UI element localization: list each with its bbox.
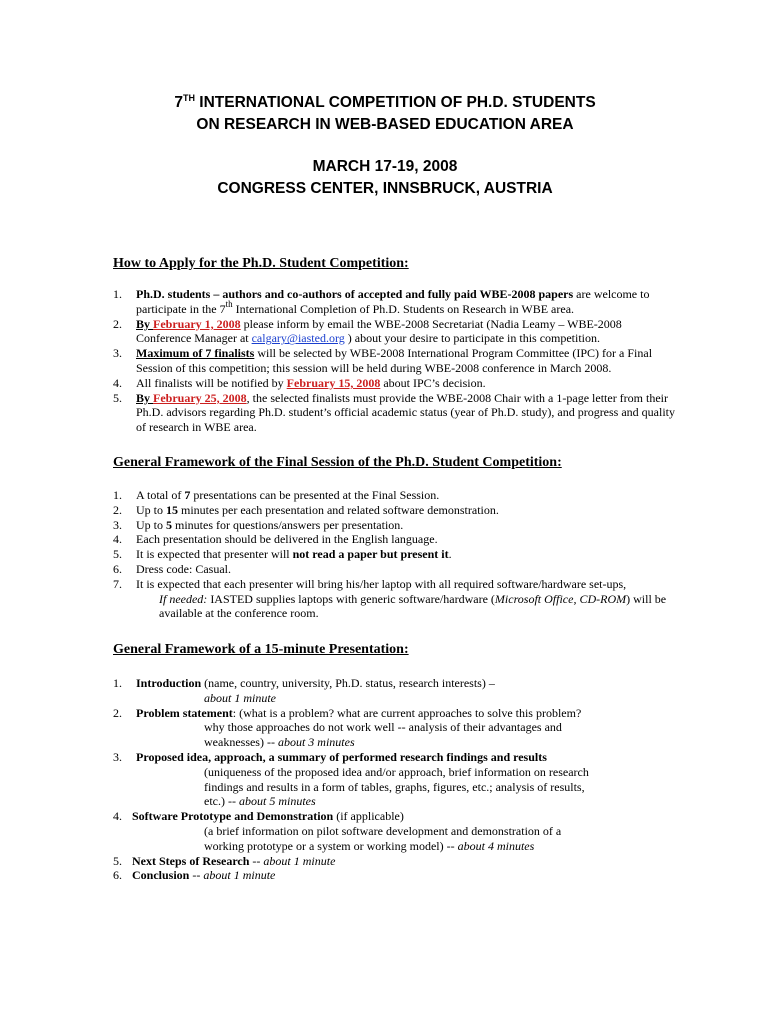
list-item: 1. Ph.D. students – authors and co-authors of accepted and fully paid WBE-2008 papers are welcome to participate in the 7th International Completion of Ph.D. Students on Research in WBE area. (113, 287, 650, 316)
list-item: 4. Each presentation should be delivered in the English language. (113, 532, 438, 547)
list-item: 1. A total of 7 presentations can be presented at the Final Session. (113, 488, 440, 502)
event-info (0, 156, 770, 200)
list-item: 6. Conclusion -- about 1 minute (113, 868, 276, 883)
list-item: 1. Introduction (name, country, university, Ph.D. status, research interests) – about 1 minute (113, 676, 495, 705)
list-item: 5. Next Steps of Research -- about 1 minute (113, 853, 336, 868)
deadline-date: February 25, 2008 (153, 390, 247, 405)
list-item: 3. Proposed idea, approach, a summary of performed research findings and results (uniqueness of the proposed idea and/or approach, brief information on research findings and results in a form of tables, graphs, figures, etc.; analysis of results, etc.) -- about 5 minutes (113, 749, 589, 809)
deadline-date: February 15, 2008 (286, 375, 381, 390)
apply-list (113, 287, 713, 435)
list-item: 2. Problem statement: (what is a problem? what are current approaches to solve this problem? why those approaches do not work well -- analysis of their advantages and weaknesses) -- about 3 minutes (113, 705, 582, 750)
list-item: 3. Up to 5 minutes for questions/answers per presentation. (113, 517, 404, 532)
deadline-date: February 1, 2008 (153, 316, 241, 331)
email-link[interactable]: calgary@iasted.org (251, 331, 345, 346)
list-item: 7. It is expected that each presenter will bring his/her laptop with all required software/hardware set-ups, If needed: IASTED supplies laptops with generic software/hardware (Microsoft Office, CD-ROM) will be available at the conference room. (113, 576, 667, 621)
list-item: 4. All finalists will be notified by February 15, 2008 about IPC’s decision. (113, 375, 486, 390)
list-item: 3. Maximum of 7 finalists will be selected by WBE-2008 International Program Committee (IPC) for a Final Session of this competition; this session will be held during WBE-2008 conference in March 2008. (113, 346, 653, 375)
apply-heading: How to Apply for the Ph.D. Student Competition: (113, 256, 409, 271)
title-line-2: ON RESEARCH IN WEB-BASED EDUCATION AREA (196, 116, 574, 133)
list-item: 6. Dress code: Casual. (113, 561, 231, 576)
list-item: 4. Software Prototype and Demonstration (if applicable) (a brief information on pilot software development and demonstration of a working prototype or a system or working model) -- about 4 minutes (113, 809, 562, 853)
list-item: 2. By February 1, 2008 please inform by email the WBE-2008 Secretariat (Nadia Leamy – WBE-2008 Conference Manager at calgary@iasted.org ) about your desire to participate in this competition. (113, 316, 622, 346)
list-item: 2. Up to 15 minutes per each presentation and related software demonstration. (113, 502, 499, 517)
presentation-heading: General Framework of a 15-minute Presentation: (113, 642, 409, 657)
framework-heading: General Framework of the Final Session of the Ph.D. Student Competition: (113, 455, 562, 470)
event-venue: CONGRESS CENTER, INNSBRUCK, AUSTRIA (217, 180, 553, 197)
event-date: MARCH 17-19, 2008 (312, 158, 458, 175)
list-item: 5. By February 25, 2008, the selected finalists must provide the WBE-2008 Chair with a 1-page letter from their Ph.D. advisors regarding Ph.D. student’s official academic status (year of Ph.D. study), and progress and quality of research in WBE area. (113, 390, 676, 435)
title-line-1: 7TH INTERNATIONAL COMPETITION OF PH.D. STUDENTS (174, 93, 596, 111)
title-block (0, 92, 770, 136)
list-item: 5. It is expected that presenter will not read a paper but present it. (113, 547, 452, 562)
presentation-list (113, 676, 713, 883)
framework-list (113, 488, 713, 621)
